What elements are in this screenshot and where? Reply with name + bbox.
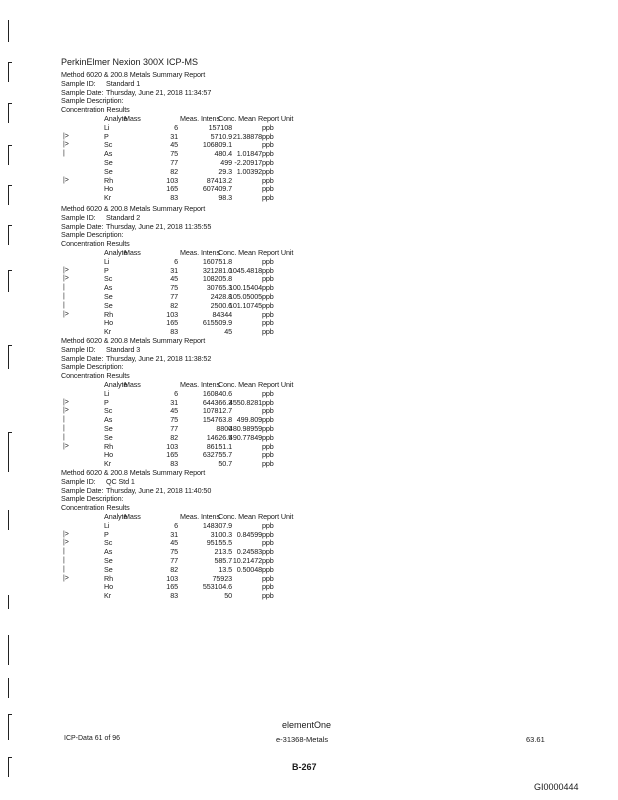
conc-mean-cell: 4550.8281	[228, 397, 262, 407]
report-unit-cell: ppb	[262, 300, 274, 310]
mass-cell: 6	[174, 520, 178, 530]
report-unit-cell: ppb	[262, 520, 274, 530]
analyte-cell: Ho	[104, 184, 113, 194]
column-header-report-unit: Report Unit	[258, 114, 294, 123]
conc-mean-cell: 1045.4818	[228, 265, 262, 275]
sample-id-value: Standard 2	[106, 212, 141, 222]
report-title: Method 6020 & 200.8 Metals Summary Report	[61, 468, 206, 477]
report-unit-cell: ppb	[262, 564, 274, 574]
analyte-cell: As	[104, 415, 113, 425]
report-unit-cell: ppb	[262, 318, 274, 328]
conc-mean-cell: 10.21472	[232, 556, 262, 565]
analyte-cell: Ho	[104, 450, 113, 460]
mass-cell: 75	[170, 547, 178, 557]
qc-flag-marker: |	[63, 150, 65, 158]
column-header-meas-intens: Meas. Intens	[180, 380, 220, 389]
meas-intens-cell: 160840.6	[202, 388, 232, 398]
column-header-mass: Mass	[124, 512, 141, 521]
footer-left: ICP-Data 61 of 96	[64, 735, 121, 742]
sample-id-label: Sample ID:	[61, 476, 96, 486]
meas-intens-cell: 98.3	[218, 193, 232, 203]
analyte-cell: Li	[104, 256, 110, 266]
qc-flag-marker: |>	[63, 442, 69, 450]
report-title: Method 6020 & 200.8 Metals Summary Report	[61, 70, 206, 79]
sample-description-label: Sample Description:	[61, 362, 124, 372]
analyte-cell: Rh	[104, 573, 113, 583]
sample-id-label: Sample ID:	[61, 344, 96, 354]
report-unit-cell: ppb	[262, 459, 274, 469]
meas-intens-cell: 29.3	[218, 166, 232, 176]
meas-intens-cell: 108205.8	[202, 274, 232, 284]
analyte-cell: Se	[104, 158, 113, 167]
analyte-cell: Sc	[104, 274, 113, 284]
qc-flag-marker: |	[63, 284, 65, 292]
qc-flag-marker: |	[63, 301, 65, 309]
mass-cell: 45	[170, 406, 178, 416]
report-unit-cell: ppb	[262, 538, 274, 548]
meas-intens-cell: 84344	[212, 309, 232, 319]
mass-cell: 103	[166, 309, 178, 319]
mass-cell: 165	[166, 582, 178, 592]
sample-id-value: Standard 1	[106, 78, 141, 88]
sample-description-label: Sample Description:	[61, 230, 124, 240]
analyte-cell: Ho	[104, 318, 113, 328]
meas-intens-cell: 480.4	[214, 149, 232, 159]
analyte-cell: Rh	[104, 441, 113, 451]
mass-cell: 77	[170, 292, 178, 301]
meas-intens-cell: 321281.0	[202, 265, 232, 275]
analyte-cell: Sc	[104, 406, 113, 416]
report-unit-cell: ppb	[262, 265, 274, 275]
meas-intens-cell: 607409.7	[202, 184, 232, 194]
column-header-analyte: Analyte	[104, 380, 128, 389]
qc-flag-marker: |	[63, 557, 65, 564]
footer-brand: elementOne	[282, 720, 332, 730]
column-header-conc-mean: Conc. Mean	[218, 248, 256, 257]
analyte-cell: Kr	[104, 193, 111, 203]
qc-flag-marker: |>	[63, 141, 69, 149]
mass-cell: 82	[170, 166, 178, 176]
analyte-cell: Kr	[104, 459, 111, 469]
sample-date-value: Thursday, June 21, 2018 11:38:52	[106, 353, 212, 363]
analyte-cell: Se	[104, 166, 113, 176]
report-unit-cell: ppb	[262, 166, 274, 176]
mass-cell: 77	[170, 158, 178, 167]
meas-intens-cell: 644366.3	[202, 397, 232, 407]
report-unit-cell: ppb	[262, 415, 274, 425]
analyte-cell: Kr	[104, 327, 111, 337]
qc-flag-marker: |>	[63, 539, 69, 547]
meas-intens-cell: 14626.5	[206, 432, 232, 442]
sample-id-label: Sample ID:	[61, 78, 96, 88]
mass-cell: 6	[174, 256, 178, 266]
mass-cell: 6	[174, 388, 178, 398]
conc-mean-cell: 0.24583	[236, 547, 262, 557]
sample-id-value: QC Std 1	[106, 476, 135, 486]
conc-mean-cell: 0.84599	[236, 529, 262, 539]
report-unit-cell: ppb	[262, 184, 274, 194]
mass-cell: 45	[170, 274, 178, 284]
report-unit-cell: ppb	[262, 292, 274, 301]
analyte-cell: As	[104, 547, 113, 557]
mass-cell: 75	[170, 415, 178, 425]
column-header-conc-mean: Conc. Mean	[218, 512, 256, 521]
mass-cell: 83	[170, 459, 178, 469]
column-header-report-unit: Report Unit	[258, 380, 294, 389]
mass-cell: 82	[170, 564, 178, 574]
sample-id-value: Standard 3	[106, 344, 141, 354]
conc-mean-cell: 100.15404	[228, 283, 262, 293]
concentration-results-label: Concentration Results	[61, 371, 130, 381]
column-header-report-unit: Report Unit	[258, 248, 294, 257]
document-id: GI0000444	[534, 782, 579, 792]
conc-mean-cell: 480.98959	[228, 424, 262, 433]
meas-intens-cell: 50	[224, 591, 232, 601]
report-unit-cell: ppb	[262, 283, 274, 293]
analyte-cell: Se	[104, 424, 113, 433]
analyte-cell: P	[104, 529, 109, 539]
column-header-meas-intens: Meas. Intens	[180, 512, 220, 521]
column-header-report-unit: Report Unit	[258, 512, 294, 521]
concentration-results-label: Concentration Results	[61, 105, 130, 115]
analyte-cell: Sc	[104, 140, 113, 150]
analyte-cell: Sc	[104, 538, 113, 548]
report-unit-cell: ppb	[262, 591, 274, 601]
page-number: B-267	[292, 762, 317, 772]
meas-intens-cell: 154763.8	[202, 415, 232, 425]
analyte-cell: Se	[104, 556, 113, 565]
qc-flag-marker: |>	[63, 176, 69, 184]
analyte-cell: Li	[104, 388, 110, 398]
footer-right: 63.61	[526, 735, 545, 744]
analyte-cell: P	[104, 397, 109, 407]
mass-cell: 31	[170, 131, 178, 141]
report-title: Method 6020 & 200.8 Metals Summary Report	[61, 336, 206, 345]
report-unit-cell: ppb	[262, 529, 274, 539]
mass-cell: 31	[170, 265, 178, 275]
meas-intens-cell: 50.7	[218, 459, 232, 469]
meas-intens-cell: 585.7	[214, 556, 232, 565]
meas-intens-cell: 499	[220, 158, 232, 167]
qc-flag-marker: |>	[63, 132, 69, 140]
report-unit-cell: ppb	[262, 327, 274, 337]
report-unit-cell: ppb	[262, 309, 274, 319]
report-unit-cell: ppb	[262, 547, 274, 557]
report-unit-cell: ppb	[262, 131, 274, 141]
mass-cell: 77	[170, 424, 178, 433]
report-unit-cell: ppb	[262, 450, 274, 460]
mass-cell: 31	[170, 529, 178, 539]
meas-intens-cell: 148307.9	[202, 520, 232, 530]
sample-date-value: Thursday, June 21, 2018 11:40:50	[106, 485, 212, 495]
mass-cell: 165	[166, 184, 178, 194]
meas-intens-cell: 8800	[216, 424, 232, 433]
qc-flag-marker: |	[63, 565, 65, 573]
analyte-cell: Li	[104, 520, 110, 530]
footer-center: e-31368-Metals	[276, 735, 329, 744]
conc-mean-cell: 21.38878	[232, 131, 262, 141]
qc-flag-marker: |	[63, 293, 65, 300]
report-unit-cell: ppb	[262, 397, 274, 407]
instrument-title: PerkinElmer Nexion 300X ICP-MS	[61, 57, 199, 67]
meas-intens-cell: 553104.6	[202, 582, 232, 592]
report-unit-cell: ppb	[262, 432, 274, 442]
report-unit-cell: ppb	[262, 406, 274, 416]
meas-intens-cell: 160751.8	[202, 256, 232, 266]
meas-intens-cell: 87413.2	[206, 175, 232, 185]
mass-cell: 82	[170, 300, 178, 310]
sample-description-label: Sample Description:	[61, 96, 124, 106]
report-unit-cell: ppb	[262, 573, 274, 583]
report-unit-cell: ppb	[262, 140, 274, 150]
sample-date-label: Sample Date:	[61, 353, 104, 363]
sample-id-label: Sample ID:	[61, 212, 96, 222]
analyte-cell: Li	[104, 122, 110, 132]
qc-flag-marker: |>	[63, 574, 69, 582]
mass-cell: 165	[166, 318, 178, 328]
mass-cell: 103	[166, 175, 178, 185]
mass-cell: 82	[170, 432, 178, 442]
qc-flag-marker: |	[63, 548, 65, 556]
concentration-results-label: Concentration Results	[61, 239, 130, 249]
report-unit-cell: ppb	[262, 193, 274, 203]
analyte-cell: Rh	[104, 175, 113, 185]
mass-cell: 83	[170, 193, 178, 203]
mass-cell: 165	[166, 450, 178, 460]
meas-intens-cell: 5710.9	[210, 131, 232, 141]
mass-cell: 45	[170, 140, 178, 150]
qc-flag-marker: |>	[63, 407, 69, 415]
mass-cell: 83	[170, 327, 178, 337]
sample-date-label: Sample Date:	[61, 87, 104, 97]
report-unit-cell: ppb	[262, 274, 274, 284]
mass-cell: 6	[174, 122, 178, 132]
mass-cell: 103	[166, 441, 178, 451]
column-header-mass: Mass	[124, 248, 141, 257]
qc-flag-marker: |>	[63, 266, 69, 274]
analyte-cell: P	[104, 265, 109, 275]
meas-intens-cell: 615509.9	[202, 318, 232, 328]
conc-mean-cell: 105.05005	[228, 292, 262, 301]
analyte-cell: As	[104, 149, 113, 159]
qc-flag-marker: |>	[63, 398, 69, 406]
mass-cell: 83	[170, 591, 178, 601]
report-unit-cell: ppb	[262, 149, 274, 159]
mass-cell: 45	[170, 538, 178, 548]
column-header-analyte: Analyte	[104, 114, 128, 123]
mass-cell: 31	[170, 397, 178, 407]
sample-description-label: Sample Description:	[61, 494, 124, 504]
report-unit-cell: ppb	[262, 556, 274, 565]
sample-date-value: Thursday, June 21, 2018 11:34:57	[106, 87, 212, 97]
analyte-cell: P	[104, 131, 109, 141]
meas-intens-cell: 106809.1	[202, 140, 232, 150]
column-header-analyte: Analyte	[104, 512, 128, 521]
meas-intens-cell: 157108	[208, 122, 232, 132]
analyte-cell: Kr	[104, 591, 111, 601]
meas-intens-cell: 2500.6	[210, 300, 232, 310]
analyte-cell: Se	[104, 564, 113, 574]
report-unit-cell: ppb	[262, 122, 274, 132]
conc-mean-cell: -2.20917	[234, 158, 262, 167]
report-unit-cell: ppb	[262, 424, 274, 433]
column-header-conc-mean: Conc. Mean	[218, 380, 256, 389]
meas-intens-cell: 45	[224, 327, 232, 337]
column-header-mass: Mass	[124, 114, 141, 123]
report-unit-cell: ppb	[262, 256, 274, 266]
meas-intens-cell: 30765.3	[206, 283, 232, 293]
column-header-conc-mean: Conc. Mean	[218, 114, 256, 123]
report-unit-cell: ppb	[262, 441, 274, 451]
qc-flag-marker: |	[63, 416, 65, 424]
column-header-meas-intens: Meas. Intens	[180, 248, 220, 257]
meas-intens-cell: 213.5	[214, 547, 232, 557]
report-unit-cell: ppb	[262, 582, 274, 592]
qc-flag-marker: |>	[63, 310, 69, 318]
mass-cell: 75	[170, 149, 178, 159]
conc-mean-cell: 499.809	[236, 415, 262, 425]
meas-intens-cell: 2428.8	[210, 292, 232, 301]
column-header-analyte: Analyte	[104, 248, 128, 257]
analyte-cell: Rh	[104, 309, 113, 319]
mass-cell: 103	[166, 573, 178, 583]
report-unit-cell: ppb	[262, 175, 274, 185]
conc-mean-cell: 490.77849	[228, 432, 262, 442]
conc-mean-cell: 0.50048	[236, 564, 262, 574]
analyte-cell: Se	[104, 300, 113, 310]
meas-intens-cell: 3100.3	[210, 529, 232, 539]
concentration-results-label: Concentration Results	[61, 503, 130, 513]
column-header-meas-intens: Meas. Intens	[180, 114, 220, 123]
analyte-cell: Se	[104, 292, 113, 301]
sample-date-label: Sample Date:	[61, 221, 104, 231]
analyte-cell: As	[104, 283, 113, 293]
conc-mean-cell: 101.10745	[228, 300, 262, 310]
sample-date-value: Thursday, June 21, 2018 11:35:55	[106, 221, 212, 231]
mass-cell: 77	[170, 556, 178, 565]
report-unit-cell: ppb	[262, 158, 274, 167]
meas-intens-cell: 86151.1	[206, 441, 232, 451]
analyte-cell: Se	[104, 432, 113, 442]
qc-flag-marker: |>	[63, 530, 69, 538]
meas-intens-cell: 95155.5	[206, 538, 232, 548]
analyte-cell: Ho	[104, 582, 113, 592]
column-header-mass: Mass	[124, 380, 141, 389]
mass-cell: 75	[170, 283, 178, 293]
qc-flag-marker: |	[63, 425, 65, 432]
meas-intens-cell: 107812.7	[202, 406, 232, 416]
report-unit-cell: ppb	[262, 388, 274, 398]
conc-mean-cell: 1.01847	[236, 149, 262, 159]
conc-mean-cell: 1.00392	[236, 166, 262, 176]
meas-intens-cell: 13.5	[218, 564, 232, 574]
qc-flag-marker: |	[63, 433, 65, 441]
sample-date-label: Sample Date:	[61, 485, 104, 495]
qc-flag-marker: |>	[63, 275, 69, 283]
report-title: Method 6020 & 200.8 Metals Summary Report	[61, 204, 206, 213]
meas-intens-cell: 632755.7	[202, 450, 232, 460]
meas-intens-cell: 75923	[212, 573, 232, 583]
